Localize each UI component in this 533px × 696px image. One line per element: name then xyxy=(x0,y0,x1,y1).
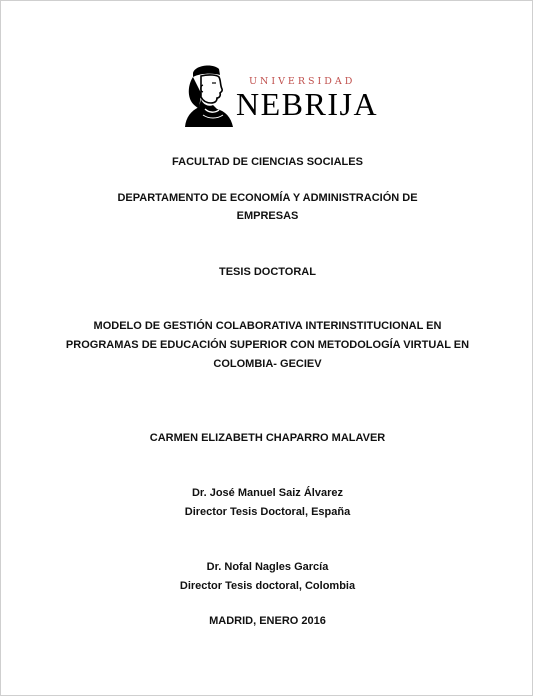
document-type: TESIS DOCTORAL xyxy=(219,266,316,278)
director-1-role: Director Tesis Doctoral, España xyxy=(184,506,351,518)
director-2-name: Dr. Nofal Nagles García xyxy=(206,561,329,573)
department-line-1: DEPARTAMENTO DE ECONOMÍA Y ADMINISTRACIÓN DE xyxy=(117,192,418,204)
portrait-icon xyxy=(183,63,235,127)
director-2-role: Director Tesis doctoral, Colombia xyxy=(179,580,356,592)
logo-subtitle: UNIVERSIDAD xyxy=(249,76,356,87)
logo-name: NEBRIJA xyxy=(236,86,379,122)
thesis-title-line-3: COLOMBIA- GECIEV xyxy=(213,358,322,370)
faculty-name: FACULTAD DE CIENCIAS SOCIALES xyxy=(172,156,363,168)
thesis-title-line-2: PROGRAMAS DE EDUCACIÓN SUPERIOR CON METODOLOGÍA VIRTUAL EN xyxy=(65,339,470,351)
department-line-2: EMPRESAS xyxy=(236,210,299,222)
university-logo xyxy=(183,63,379,127)
place-and-date: MADRID, ENERO 2016 xyxy=(209,615,326,627)
author-name: CARMEN ELIZABETH CHAPARRO MALAVER xyxy=(149,432,386,444)
thesis-title-line-1: MODELO DE GESTIÓN COLABORATIVA INTERINSTITUCIONAL EN xyxy=(93,320,442,332)
director-1-name: Dr. José Manuel Saiz Álvarez xyxy=(191,487,343,499)
